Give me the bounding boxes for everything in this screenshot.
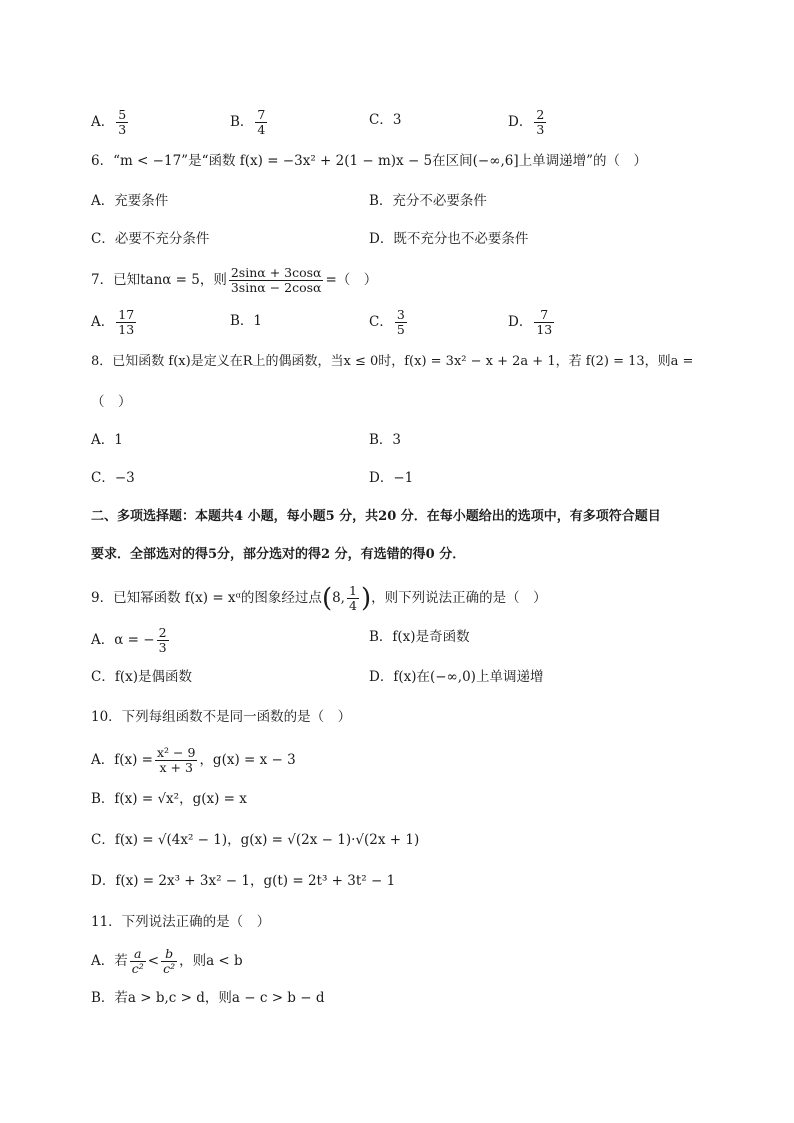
q5-option-d	[508, 108, 548, 137]
q10-stem: 10．下列每组函数不是同一函数的是（ ）	[91, 709, 352, 725]
option-label: B．	[230, 114, 254, 130]
option-label: C．	[369, 314, 393, 330]
fraction	[157, 626, 169, 655]
q5-option-c	[369, 110, 401, 130]
option-text: A．α = −	[91, 632, 155, 648]
q8-stem: 8．已知函数 f(x)是定义在R上的偶函数，当x ≤ 0时，f(x) = 3x² − x + 2a + 1，若 f(2) = 13，则a =	[91, 354, 694, 369]
stem-text: 9．已知幂函数 f(x) = xᵅ的图象经过点	[91, 590, 322, 606]
fraction	[534, 308, 554, 337]
denominator: 3	[536, 122, 545, 137]
fraction	[255, 108, 267, 137]
q9-stem	[91, 584, 547, 613]
q8-option-a: A．1	[91, 432, 123, 448]
fraction	[534, 108, 546, 137]
q9-option-c: C．f(x)是偶函数	[91, 669, 192, 685]
numerator: 5	[118, 107, 127, 122]
fraction	[229, 266, 324, 295]
fraction	[116, 308, 136, 337]
denominator: c²	[131, 961, 144, 976]
numerator: x² − 9	[157, 745, 196, 760]
option-value: 3	[392, 112, 402, 128]
denominator: 13	[118, 322, 135, 337]
numerator: b	[161, 947, 177, 962]
q7-option-b: B．1	[230, 313, 263, 329]
q9-option-a	[91, 626, 171, 655]
option-text: A．若	[91, 953, 128, 969]
point-x: 8,	[332, 590, 345, 606]
less-than: <	[147, 953, 160, 969]
numerator: 7	[534, 308, 554, 323]
q7-option-d	[508, 308, 556, 337]
fraction	[155, 746, 197, 775]
q6-stem: 6．“m < −17”是“函数 f(x) = −3x² + 2(1 − m)x − 5在区间(−∞,6]上单调递增”的（ ）	[91, 153, 648, 169]
denominator: 5	[396, 322, 405, 337]
q11-stem: 11．下列说法正确的是（ ）	[91, 914, 271, 930]
denominator: x + 3	[159, 760, 193, 775]
q8-option-c: C．−3	[91, 470, 135, 486]
q8-paren: （ ）	[91, 394, 132, 410]
option-text: A．f(x) =	[91, 752, 153, 768]
q8-option-b: B．3	[369, 432, 402, 448]
q5-option-a	[91, 108, 130, 137]
q9-option-d: D．f(x)在(−∞,0)上单调递增	[369, 669, 544, 685]
numerator: 7	[257, 107, 266, 122]
q10-option-d: D．f(x) = 2x³ + 3x² − 1，g(t) = 2t³ + 3t² − 1	[91, 873, 396, 889]
option-label: A．	[91, 314, 115, 330]
denominator: 13	[536, 322, 553, 337]
fraction	[347, 584, 359, 613]
right-paren: )	[360, 583, 372, 614]
denominator: 3	[118, 122, 127, 137]
q10-option-a	[91, 746, 296, 775]
fraction	[161, 947, 177, 976]
denominator: 4	[257, 122, 266, 137]
stem-text: 7．已知tanα = 5，则	[91, 272, 227, 288]
stem-text: =（ ）	[325, 272, 378, 288]
q11-option-a	[91, 947, 243, 976]
option-label: C．	[369, 112, 393, 128]
q7-option-a	[91, 308, 138, 337]
numerator: 2	[536, 107, 545, 122]
q8-option-d: D．−1	[369, 470, 414, 486]
fraction	[395, 308, 407, 337]
section2-heading-line1: 二、多项选择题：本题共4 小题，每小题5 分，共20 分．在每小题给出的选项中，有多项符合题目	[91, 509, 661, 524]
option-label: A．	[91, 114, 115, 130]
numerator: 17	[118, 307, 135, 322]
numerator: 3	[396, 307, 405, 322]
q6-option-a: A．充要条件	[91, 193, 169, 209]
q6-option-d: D．既不充分也不必要条件	[369, 231, 529, 247]
denominator: 3	[158, 640, 167, 655]
option-label: D．	[508, 114, 533, 130]
q9-option-b: B．f(x)是奇函数	[369, 629, 470, 645]
q10-option-c: C．f(x) = √(4x² − 1)，g(x) = √(2x − 1)·√(2x + 1)	[91, 832, 420, 848]
numerator: 2sinα + 3cosα	[230, 265, 322, 280]
denominator: c²	[163, 961, 176, 976]
left-paren: (	[321, 583, 333, 614]
q5-option-b	[230, 108, 269, 137]
stem-text: ，则下列说法正确的是（ ）	[371, 590, 547, 606]
fraction	[116, 108, 128, 137]
numerator: a	[130, 947, 146, 962]
q7-stem	[91, 266, 377, 295]
q6-option-b: B．充分不必要条件	[369, 193, 487, 209]
q10-option-b: B．f(x) = √x²，g(x) = x	[91, 791, 247, 807]
option-text: ，g(x) = x − 3	[199, 752, 296, 768]
numerator: 1	[348, 583, 357, 598]
numerator: 2	[158, 625, 167, 640]
q11-option-b: B．若a > b,c > d，则a − c > b − d	[91, 990, 325, 1006]
q7-option-c	[369, 308, 409, 337]
fraction	[130, 947, 146, 976]
denominator: 4	[348, 598, 357, 613]
option-text: ，则a < b	[179, 953, 243, 969]
denominator: 3sinα − 2cosα	[230, 280, 322, 295]
q6-option-c: C．必要不充分条件	[91, 231, 210, 247]
option-label: D．	[508, 314, 533, 330]
section2-heading-line2: 要求．全部选对的得5分，部分选对的得2 分，有选错的得0 分．	[91, 547, 466, 562]
